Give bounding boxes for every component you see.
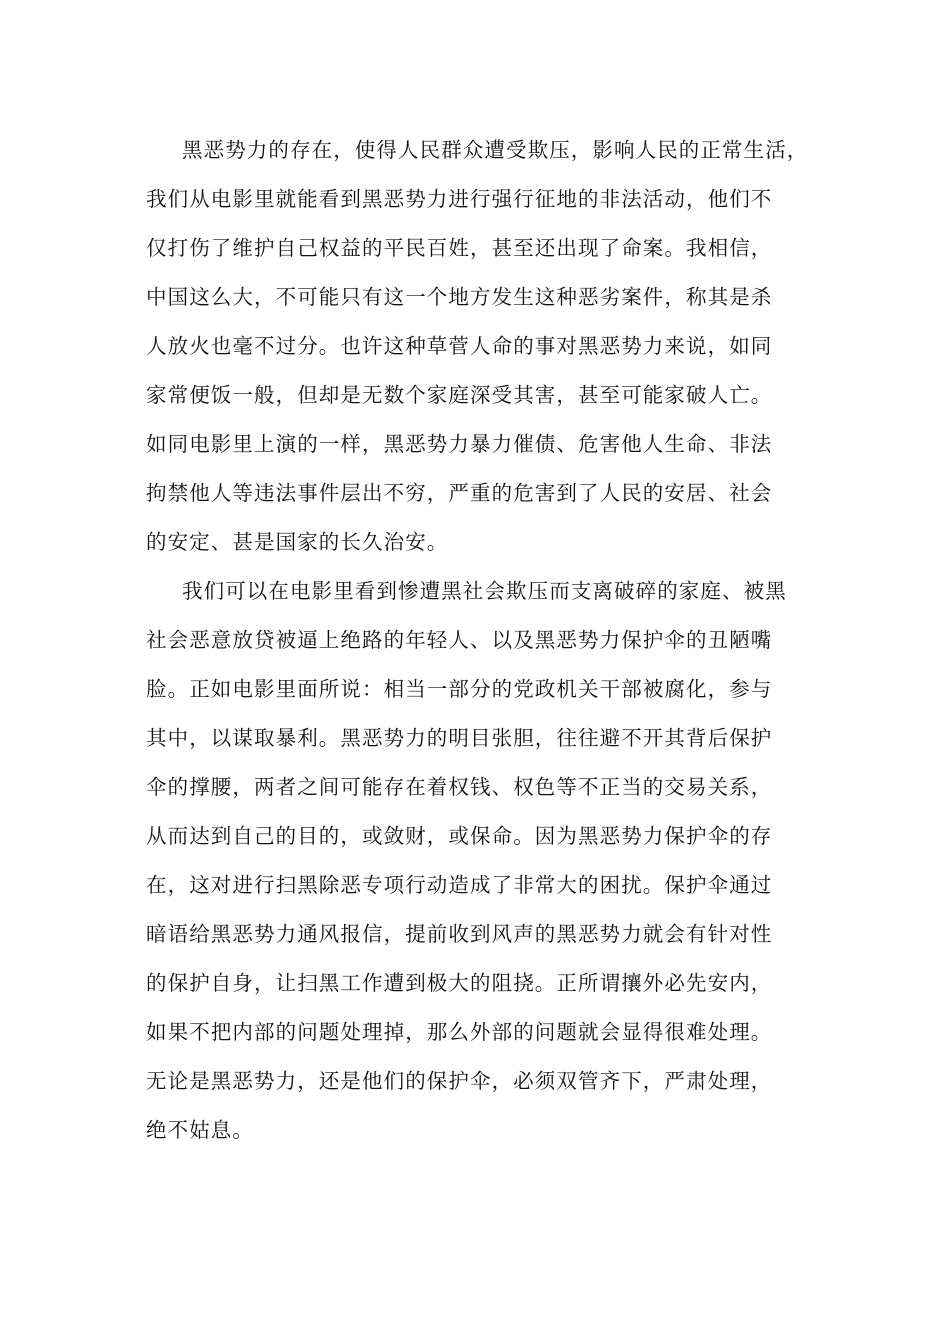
paragraph-line: 的安定、甚是国家的长久治安。 <box>146 530 449 554</box>
paragraph-line: 黑恶势力的存在，使得人民群众遭受欺压，影响人民的正常生活， <box>182 138 809 162</box>
paragraph-line: 伞的撑腰，两者之间可能存在着权钱、权色等不正当的交易关系， <box>146 775 773 799</box>
paragraph-line: 我们可以在电影里看到惨遭黑社会欺压而支离破碎的家庭、被黑 <box>182 579 787 603</box>
paragraph-line: 中国这么大，不可能只有这一个地方发生这种恶劣案件，称其是杀 <box>146 285 773 309</box>
paragraph-line: 如果不把内部的问题处理掉，那么外部的问题就会显得很难处理。 <box>146 1020 773 1044</box>
paragraph-line: 无论是黑恶势力，还是他们的保护伞，必须双管齐下，严肃处理， <box>146 1069 773 1093</box>
paragraph-line: 其中，以谋取暴利。黑恶势力的明目张胆，往往避不开其背后保护 <box>146 726 773 750</box>
paragraph-line: 仅打伤了维护自己权益的平民百姓，甚至还出现了命案。我相信， <box>146 236 773 260</box>
paragraph-line: 我们从电影里就能看到黑恶势力进行强行征地的非法活动，他们不 <box>146 187 773 211</box>
paragraph-line: 如同电影里上演的一样，黑恶势力暴力催债、危害他人生命、非法 <box>146 432 773 456</box>
paragraph-line: 社会恶意放贷被逼上绝路的年轻人、以及黑恶势力保护伞的丑陋嘴 <box>146 628 773 652</box>
paragraph-line: 人放火也毫不过分。也许这种草菅人命的事对黑恶势力来说，如同 <box>146 334 773 358</box>
paragraph-line: 拘禁他人等违法事件层出不穷，严重的危害到了人民的安居、社会 <box>146 481 773 505</box>
paragraph-line: 绝不姑息。 <box>146 1118 254 1142</box>
paragraph-line: 暗语给黑恶势力通风报信，提前收到风声的黑恶势力就会有针对性 <box>146 922 773 946</box>
paragraph-line: 在，这对进行扫黑除恶专项行动造成了非常大的困扰。保护伞通过 <box>146 873 773 897</box>
paragraph-line: 家常便饭一般，但却是无数个家庭深受其害，甚至可能家破人亡。 <box>146 383 773 407</box>
paragraph-line: 从而达到自己的目的，或敛财，或保命。因为黑恶势力保护伞的存 <box>146 824 773 848</box>
paragraph-line: 的保护自身，让扫黑工作遭到极大的阻挠。正所谓攘外必先安内， <box>146 971 773 995</box>
paragraph-line: 脸。正如电影里面所说：相当一部分的党政机关干部被腐化，参与 <box>146 677 773 701</box>
